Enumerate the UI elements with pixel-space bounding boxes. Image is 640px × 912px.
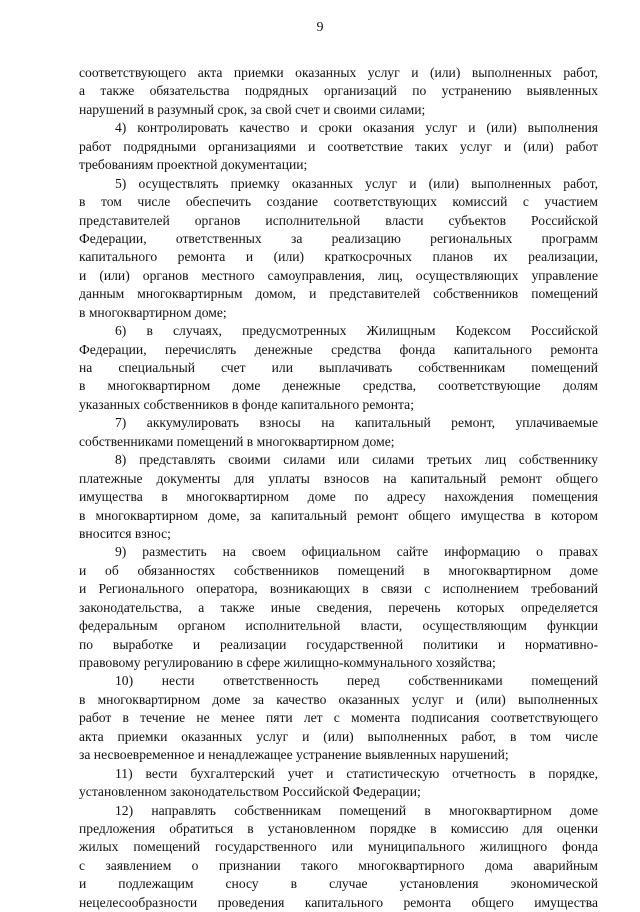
text-line: и об обязанностях собственников помещений в многоквартирном доме [79, 562, 598, 578]
text-line: работ подрядными организациями и соответствие таких услуг и (или) работ [79, 138, 598, 154]
text-line: на специальный счет или выплачивать собственникам помещений [79, 360, 598, 375]
text-line: и подлежащим сносу в случае установления экономической [79, 876, 598, 892]
text-line: в многоквартирном доме за качество оказанных услуг и (или) выполненных [79, 691, 598, 707]
text-line: и Регионального оператора, возникающих в связи с исполнением требований [79, 581, 598, 597]
page-number: 9 [316, 20, 324, 35]
text-line: 8) представлять своими силами или силами третьих лиц собственнику [115, 452, 598, 468]
text-line: законодательства, а также иные сведения, перечень которых определяется [79, 599, 598, 615]
text-line: в том числе обеспечить создание соответствующих комиссий с участием [79, 194, 598, 210]
text-line: указанных собственников в фонде капитального ремонта; [79, 396, 414, 412]
text-line: и (или) органов местного самоуправления, лиц, осуществляющих управление [79, 267, 598, 283]
text-line: представителей органов исполнительной власти субъектов Российской [79, 212, 598, 228]
text-line: собственниками помещений в многоквартирном доме; [79, 433, 395, 449]
text-line: 12) направлять собственникам помещений в многоквартирном доме [115, 802, 598, 818]
text-line: 6) в случаях, предусмотренных Жилищным Кодексом Российской [115, 323, 598, 339]
text-line: 11) вести бухгалтерский учет и статистическую отчетность в порядке, [115, 765, 598, 781]
text-line: установленном законодательством Российской Федерации; [79, 784, 421, 800]
text-line: вносится взнос; [79, 525, 171, 541]
text-line: 10) нести ответственность перед собственниками помещений [115, 673, 598, 689]
text-line: имущества в многоквартирном доме по адресу нахождения помещения [79, 489, 598, 505]
text-line: предложения обратиться в установленном порядке в комиссию для оценки [79, 820, 598, 836]
text-line: работ в течение не менее пяти лет с момента подписания соответствующего [79, 710, 598, 726]
text-line: нарушений в разумный срок, за свой счет и своими силами; [79, 101, 426, 117]
text-line: акта приемки оказанных услуг и (или) выполненных работ, в том числе [79, 728, 598, 744]
text-line: федеральным органом исполнительной власти, осуществляющим функции [79, 618, 598, 634]
text-line: правовому регулированию в сфере жилищно-коммунального хозяйства; [79, 655, 496, 670]
text-line: жилых помещений государственного или муниципального жилищного фонда [79, 839, 598, 855]
text-line: 7) аккумулировать взносы на капитальный ремонт, уплачиваемые [115, 415, 598, 431]
text-line: Федерации, ответственных за реализацию региональных программ [79, 230, 598, 246]
document-body [79, 64, 598, 912]
text-line: по выработке и реализации государственной политики и нормативно- [79, 636, 598, 652]
text-line: в многоквартирном доме; [79, 304, 227, 320]
text-line: 4) контролировать качество и сроки оказания услуг и (или) выполнения [115, 120, 598, 136]
text-line: в многоквартирном доме денежные средства, соответствующие долям [79, 378, 598, 394]
text-line: платежные документы для уплаты взносов на капитальный ремонт общего [79, 470, 598, 486]
text-line: 9) разместить на своем официальном сайте информацию о правах [115, 544, 598, 560]
text-line: капитального ремонта и (или) краткосрочных планов их реализации, [79, 249, 598, 265]
text-line: требованиям проектной документации; [79, 157, 308, 173]
text-line: 5) осуществлять приемку оказанных услуг и (или) выполненных работ, [115, 175, 598, 191]
text-line: в многоквартирном доме, за капитальный ремонт общего имущества в котором [79, 507, 598, 523]
text-line: нецелесообразности проведения капитального ремонта общего имущества [79, 894, 598, 910]
text-line: за несвоевременное и ненадлежащее устранение выявленных нарушений; [79, 747, 509, 763]
text-line: данным многоквартирным домом, и представителей собственников помещений [79, 286, 598, 302]
text-line: а также обязательства подрядных организаций по устранению выявленных [79, 83, 598, 99]
text-line: Федерации, перечислять денежные средства фонда капитального ремонта [79, 341, 598, 357]
text-line: соответствующего акта приемки оказанных услуг и (или) выполненных работ, [79, 65, 598, 80]
text-line: с заявлением о признании такого многоквартирного дома аварийным [79, 857, 598, 873]
